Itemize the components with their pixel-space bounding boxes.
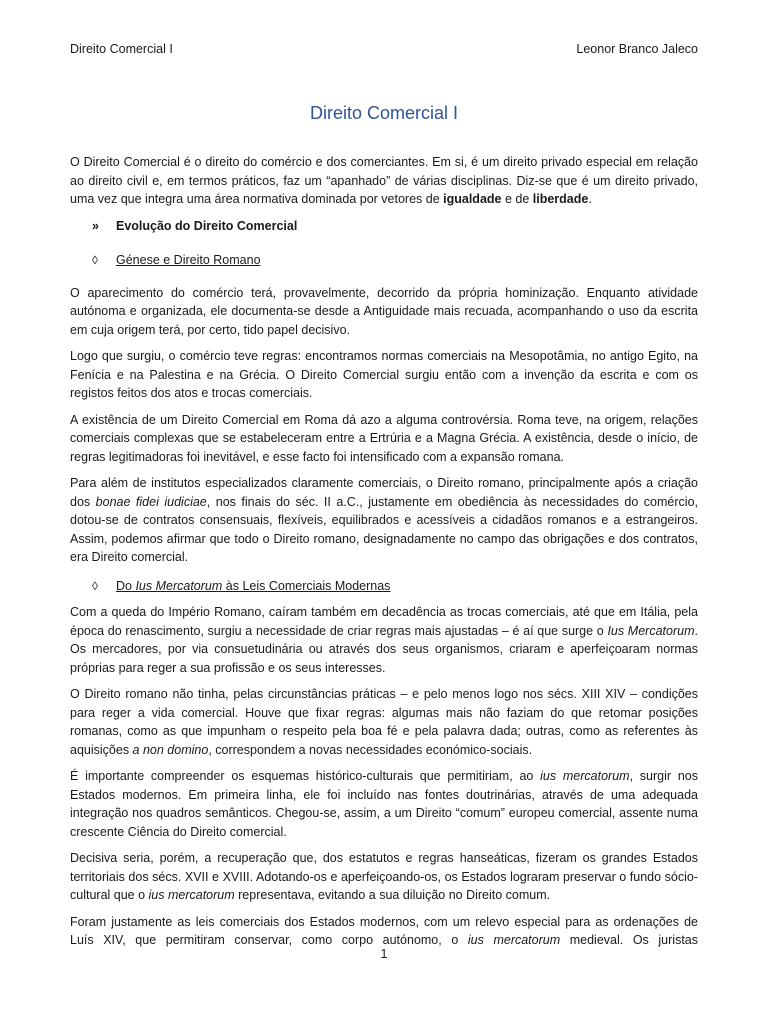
section-genese xyxy=(70,251,698,270)
intro-paragraph: O Direito Comercial é o direito do comércio e dos comerciantes. Em si, é um direito privado especial em relação ao direito civil e, em termos práticos, faz um “apanhado” de várias disciplinas. Diz-se que é um direito privado, uma vez que integra uma área normativa dominada por vetores de igualdade e de liberdade. xyxy=(70,155,698,206)
section-ius-mercatorum xyxy=(70,577,698,596)
header-left-title: Direito Comercial I xyxy=(70,42,173,56)
paragraph: Logo que surgiu, o comércio teve regras: encontramos normas comerciais na Mesopotâmia, no antigo Egito, na Fenícia e na Palestina e na Grécia. O Direito Comercial surgiu então com a invenção da escrita e com os registos feitos dos atos e trocas comerciais. xyxy=(70,349,698,400)
paragraph: Foram justamente as leis comerciais dos Estados modernos, com um relevo especial para as ordenações de Luís XIV, que permitiram conservar, como corpo autónomo, o ius mercatorum medieval. Os juristas xyxy=(70,914,698,947)
page-number: 1 xyxy=(380,947,388,961)
bold-igualdade: igualdade xyxy=(443,192,502,206)
paragraph: O aparecimento do comércio terá, provavelmente, decorrido da própria hominização. Enquanto atividade autónoma e organizada, ele documenta-se desde a Antiguidade mais recuada, acompanhando o uso da escrita em cuja origem terá, por certo, tido papel decisivo. xyxy=(70,285,698,337)
paragraph: É importante compreender os esquemas histórico-culturais que permitiriam, ao ius mercatorum, surgir nos Estados modernos. Em primeira linha, ele foi incluído nas fontes doutrinárias, através de uma adequada integração nos quadros semânticos. Chegou-se, assim, a um Direito “comum” europeu comercial, assente numa crescente Ciência do Direito comercial. xyxy=(70,769,698,839)
paragraph: Para além de institutos especializados claramente comerciais, o Direito romano, principalmente após a criação dos bonae fidei iudiciae, nos finais do séc. II a.C., justamente em obediência às necessidades do comércio, dotou-se de contratos consensuais, flexíveis, equilibrados e acessíveis a cidadãos romanos e a estrangeiros. Assim, podemos afirmar que todo o Direito romano, designadamente no campo das obrigações e dos contratos, era Direito comercial. xyxy=(70,476,698,564)
page-header xyxy=(70,42,698,56)
section-label: Do Ius Mercatorum às Leis Comerciais Modernas xyxy=(116,578,391,593)
document-body xyxy=(70,153,698,958)
paragraph: A existência de um Direito Comercial em Roma dá azo a alguma controvérsia. Roma teve, na origem, relações comerciais complexas que se estabeleceram entre a Ertrúria e a Magna Grécia. A existência, desde o início, de regras legitimadoras foi inevitável, e esse facto foi intensificado com a expansão romana. xyxy=(70,412,698,464)
paragraph: O Direito romano não tinha, pelas circunstâncias práticas – e pelo menos logo nos sécs. XIII XIV – condições para reger a vida comercial. Houve que fixar regras: algumas mais não faziam do que retomar posições romanas, como as que impunham o respeito pela boa fé e pela palavra dada; outras, como as referentes às aquisições a non domino, correspondem a novas necessidades económico-sociais. xyxy=(70,687,698,757)
bold-liberdade: liberdade xyxy=(532,192,589,206)
section-label: Génese e Direito Romano xyxy=(116,253,261,267)
document-title: Direito Comercial I xyxy=(309,103,459,123)
heading-label: Evolução do Direito Comercial xyxy=(116,218,298,233)
double-chevron-icon: » xyxy=(92,218,99,233)
heading-evolucao xyxy=(70,217,698,236)
diamond-icon: ◊ xyxy=(92,253,98,267)
header-author: Leonor Branco Jaleco xyxy=(576,42,698,56)
paragraph: Decisiva seria, porém, a recuperação que, dos estatutos e regras hanseáticas, fizeram os grandes Estados territoriais dos sécs. XVII e XVIII. Adotando-os e aperfeiçoando-os, os Estados lograram preservar o fundo sócio-cultural que o ius mercatorum representava, evitando a sua diluição no Direito comum. xyxy=(70,851,698,902)
paragraph: Com a queda do Império Romano, caíram também em decadência as trocas comerciais, até que em Itália, pela época do renascimento, surgiu a necessidade de criar regras mais ajustadas – é aí que surge o Ius Mercatorum. Os mercadores, por via consuetudinária ou através dos seus organismos, criaram e aperfeiçoaram normas próprias para reger a sua profissão e os seus interesses. xyxy=(70,605,698,675)
diamond-icon: ◊ xyxy=(92,578,98,593)
